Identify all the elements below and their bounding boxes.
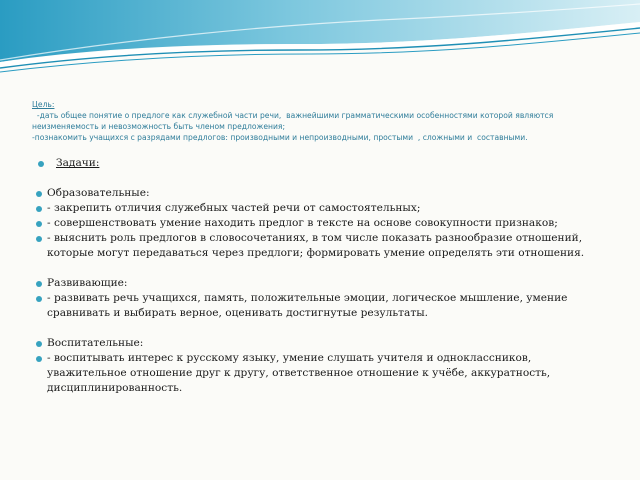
goal-line-2: -познакомить учащихся с разрядами предлогов: производными и непроизводными, простыми , сложными и составными. (32, 133, 528, 142)
bullet-icon (36, 356, 42, 362)
goal-line-1: -дать общее понятие о предлоге как служебной части речи, важнейшими грамматическими особенностями которой являются неизменяемость и невозможность быть членом предложения; (32, 111, 556, 131)
bullet-icon (36, 206, 42, 212)
bullet-icon (38, 161, 44, 167)
content-list (36, 156, 606, 396)
bullet-icon (36, 236, 42, 242)
bullet-icon (36, 191, 42, 197)
list-item (36, 291, 606, 321)
developmental-item-1: - развивать речь учащихся, память, положительные эмоции, логическое мышление, умение сравнивать и выбирать верное, оценивать достигнутые результаты. (47, 292, 568, 319)
list-item (36, 201, 606, 216)
developmental-title: Развивающие: (47, 277, 128, 289)
header-wave-decoration (0, 0, 640, 80)
developmental-title-row (36, 276, 606, 291)
educational-item-1: - закрепить отличия служебных частей речи от самостоятельных; (47, 202, 421, 214)
list-item (36, 351, 606, 396)
upbringing-item-1: - воспитывать интерес к русскому языку, умение слушать учителя и одноклассников, уважительное отношение друг к другу, ответственное отношение к учёбе, аккуратность, дисциплинированность. (47, 352, 551, 394)
bullet-icon (36, 296, 42, 302)
list-item (36, 216, 606, 231)
upbringing-title-row (36, 336, 606, 351)
tasks-row (36, 156, 606, 171)
goal-label: Цель: (32, 100, 55, 109)
educational-title: Образовательные: (47, 187, 150, 199)
slide-header (32, 99, 612, 143)
tasks-label: Задачи: (56, 157, 100, 169)
bullet-icon (36, 341, 42, 347)
educational-item-2: - совершенствовать умение находить предлог в тексте на основе совокупности признаков; (47, 217, 558, 229)
bullet-icon (36, 281, 42, 287)
upbringing-title: Воспитательные: (47, 337, 144, 349)
educational-item-3: - выяснить роль предлогов в словосочетаниях, в том числе показать разнообразие отношений, которые могут передаваться через предлоги; формировать умение определять эти отношения. (47, 232, 585, 259)
list-item (36, 231, 606, 261)
bullet-icon (36, 221, 42, 227)
educational-title-row (36, 186, 606, 201)
